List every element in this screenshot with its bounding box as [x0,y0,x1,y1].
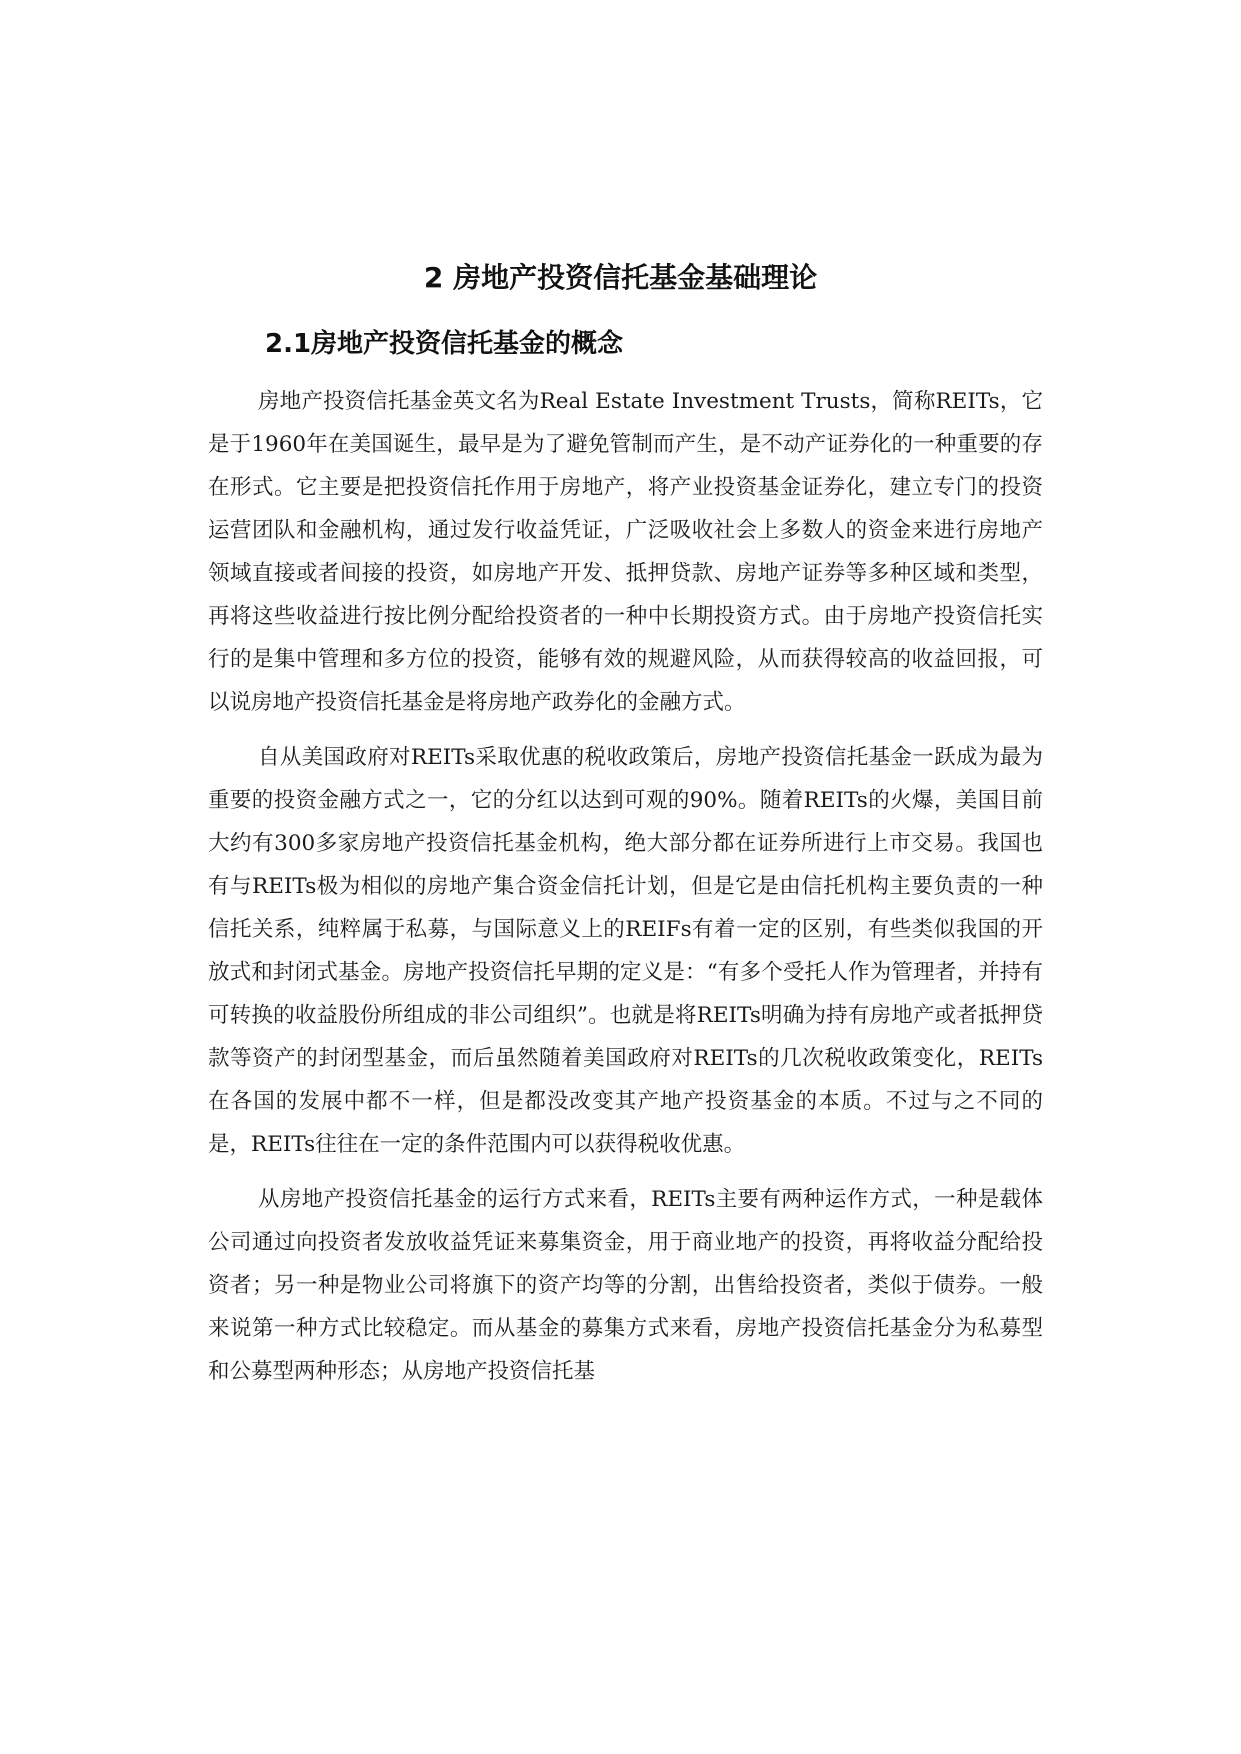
paragraph-reits-history: 自从美国政府对REITs采取优惠的税收政策后，房地产投资信托基金一跃成为最为重要的投资金融方式之一，它的分红以达到可观的90%。随着REITs的火爆，美国目前大约有300多家房地产投资信托基金机构，绝大部分都在证券所进行上市交易。我国也有与REITs极为相似的房地产集合资金信托计划，但是它是由信托机构主要负责的一种信托关系，纯粹属于私募，与国际意义上的REIFs有着一定的区别，有些类似我国的开放式和封闭式基金。房地产投资信托早期的定义是：“有多个受托人作为管理者，并持有可转换的收益股份所组成的非公司组织”。也就是将REITs明确为持有房地产或者抵押贷款等资产的封闭型基金，而后虽然随着美国政府对REITs的几次税收政策变化，REITs在各国的发展中都不一样，但是都没改变其产地产投资基金的本质。不过与之不同的是，REITs往往在一定的条件范围内可以获得税收优惠。 [208,745,1043,1157]
body-text [208,380,1043,1405]
chapter-title: 2 房地产投资信托基金基础理论 [423,261,818,294]
section-title: 2.1房地产投资信托基金的概念 [265,329,624,359]
paragraph-reits-operation: 从房地产投资信托基金的运行方式来看，REITs主要有两种运作方式，一种是载体公司通过向投资者发放收益凭证来募集资金，用于商业地产的投资，再将收益分配给投资者；另一种是物业公司将旗下的资产均等的分割，出售给投资者，类似于债券。一般来说第一种方式比较稳定。而从基金的募集方式来看，房地产投资信托基金分为私募型和公募型两种形态；从房地产投资信托基 [208,1187,1043,1384]
paragraph-reits-definition: 房地产投资信托基金英文名为Real Estate Investment Trusts，简称REITs，它是于1960年在美国诞生，最早是为了避免管制而产生，是不动产证券化的一种重要的存在形式。它主要是把投资信托作用于房地产，将产业投资基金证券化，建立专门的投资运营团队和金融机构，通过发行收益凭证，广泛吸收社会上多数人的资金来进行房地产领域直接或者间接的投资，如房地产开发、抵押贷款、房地产证券等多种区域和类型，再将这些收益进行按比例分配给投资者的一种中长期投资方式。由于房地产投资信托实行的是集中管理和多方位的投资，能够有效的规避风险，从而获得较高的收益回报，可以说房地产投资信托基金是将房地产政券化的金融方式。 [208,389,1043,715]
